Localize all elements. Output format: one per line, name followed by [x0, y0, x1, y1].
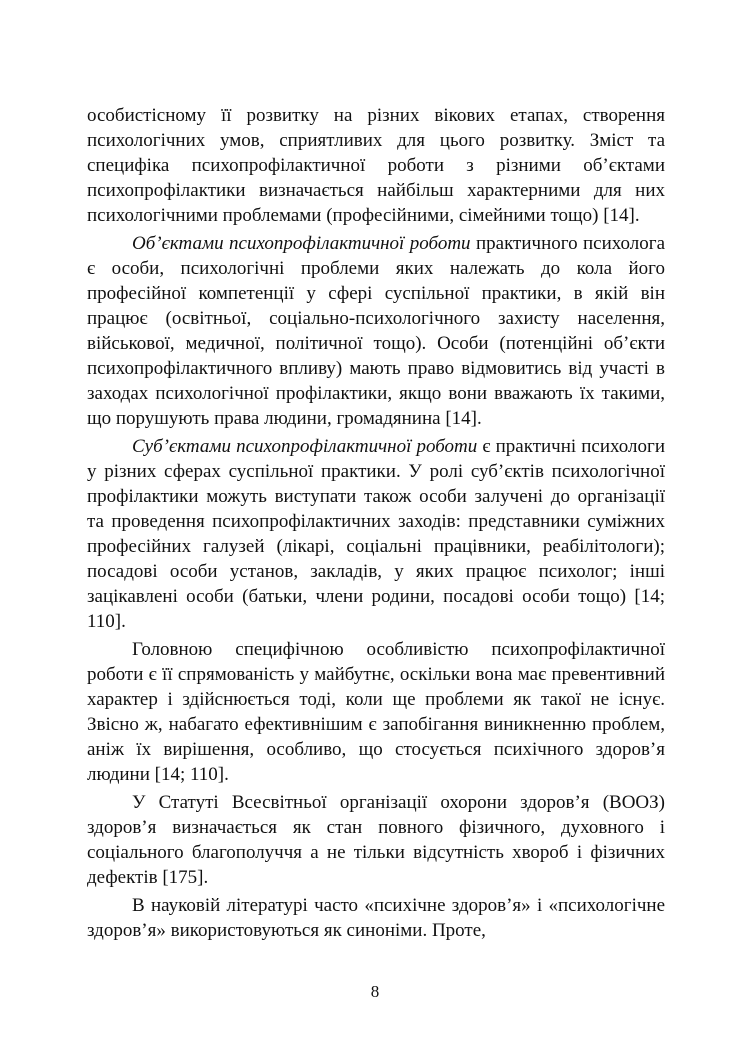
paragraph-text: Головною специфічною особливістю психопрофілактичної роботи є її спрямованість у майбутнє, оскільки вона має превентивний характер і здійснюється тоді, коли ще проблеми як такої не існує. Звісно ж, набагато ефективнішим є запобігання виникненню проблем, аніж їх вирішення, особливо, що стосується психічного здоров’я людини [14; 110].: [87, 639, 665, 785]
paragraph-objects: [87, 231, 665, 431]
paragraph-continuation: [87, 103, 665, 228]
italic-term: Об’єктами психопрофілактичної роботи: [132, 233, 471, 254]
paragraph-text: В науковій літературі часто «психічне здоров’я» і «психологічне здоров’я» використовуються як синоніми. Проте,: [87, 895, 665, 941]
paragraph-specifics: [87, 637, 665, 787]
paragraph-who-statute: [87, 790, 665, 890]
paragraph-mental-health: [87, 893, 665, 943]
paragraph-subjects: [87, 434, 665, 634]
paragraph-text: У Статуті Всесвітньої організації охорони здоров’я (ВООЗ) здоров’я визначається як стан повного фізичного, духовного і соціального благополуччя а не тільки відсутність хвороб і фізичних дефектів [175].: [87, 792, 665, 888]
page-number: 8: [370, 982, 380, 1001]
paragraph-text: практичного психолога є особи, психологічні проблеми яких належать до кола його професійної компетенції у сфері суспільної практики, в якій він працює (освітньої, соціально-психологічного захисту населення, військової, медичної, політичної тощо). Особи (потенційні об’єкти психопрофілактичного впливу) мають право відмовитись від участі в заходах психологічної профілактики, якщо вони вважають їх такими, що порушують права людини, громадянина [14].: [87, 233, 665, 429]
italic-term: Суб’єктами психопрофілактичної роботи: [132, 436, 478, 457]
body-text: [87, 103, 665, 946]
paragraph-text: є практичні психологи у різних сферах суспільної практики. У ролі суб’єктів психологічної профілактики можуть виступати також особи залучені до організації та проведення психопрофілактичних заходів: представники суміжних професійних галузей (лікарі, соціальні працівники, реабілітологи); посадові особи установ, закладів, у яких працює психолог; інші зацікавлені особи (батьки, члени родини, посадові особи тощо) [14; 110].: [87, 436, 665, 632]
paragraph-text: особистісному її розвитку на різних вікових етапах, створення психологічних умов, сприятливих для цього розвитку. Зміст та специфіка психопрофілактичної роботи з різними об’єктами психопрофілактики визначається найбільш характерними для них психологічними проблемами (професійними, сімейними тощо) [14].: [87, 105, 665, 226]
